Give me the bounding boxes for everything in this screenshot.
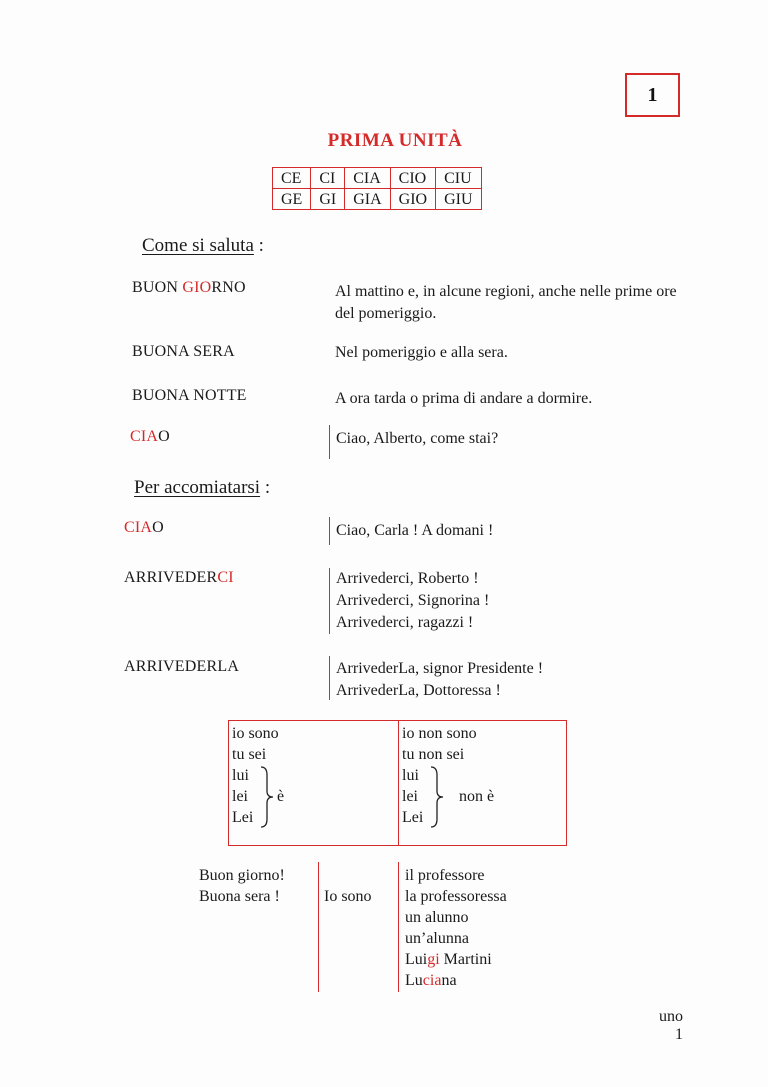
intro-name-luigi — [405, 949, 507, 970]
greeting-label-ciao — [130, 428, 170, 446]
intro-role: la professoressa — [405, 888, 507, 905]
greeting-desc-buongiorno: Al mattino e, in alcune regioni, anche nelle prime ore del pomeriggio. — [335, 283, 677, 322]
verb-box-divider — [398, 721, 399, 845]
syllable-cell: CIO — [390, 168, 435, 189]
divider-line — [329, 568, 330, 634]
intro-verb: Io sono — [324, 888, 372, 905]
intro-roles — [405, 865, 507, 991]
farewell-example: ArrivederLa, signor Presidente ! — [336, 660, 544, 677]
name-highlight: gi — [427, 951, 440, 968]
farewell-label-arrivederla: ARRIVEDERLA — [124, 658, 240, 675]
section-heading-greetings — [142, 235, 264, 257]
intro-greeting: Buona sera ! — [199, 888, 280, 905]
pronoun: Lei — [232, 809, 254, 826]
name-text: na — [441, 972, 457, 989]
syllable-cell: CIU — [436, 168, 481, 189]
syllable-cell: GI — [311, 189, 345, 210]
page-footer — [659, 1008, 683, 1044]
farewell-example: ArrivederLa, Dottoressa ! — [336, 682, 501, 699]
label-text: RNO — [211, 279, 246, 296]
syllable-cell: GIA — [345, 189, 390, 210]
label-text: ARRIVEDER — [124, 569, 218, 586]
syllable-cell: CI — [311, 168, 345, 189]
syllable-table — [272, 167, 482, 210]
page-number: 1 — [647, 83, 658, 106]
greeting-label-buongiorno — [132, 279, 246, 297]
farewell-desc-arrivederla — [336, 658, 543, 702]
name-text: Lu — [405, 972, 423, 989]
brace-icon — [429, 765, 445, 829]
verb-e: è — [277, 788, 285, 805]
section-heading-text: Per accomiatarsi — [134, 477, 261, 498]
section-heading-farewell — [134, 477, 270, 499]
farewell-example: Arrivederci, ragazzi ! — [336, 614, 474, 631]
intro-role: il professore — [405, 867, 485, 884]
farewell-desc-arrivederci — [336, 568, 489, 634]
farewell-example: Arrivederci, Roberto ! — [336, 570, 479, 587]
divider-line — [329, 425, 330, 459]
syllable-cell: CIA — [345, 168, 390, 189]
verb-essere-box — [228, 720, 567, 846]
intro-greeting: Buon giorno! — [199, 867, 285, 884]
intro-name-luciana — [405, 970, 507, 991]
syllable-cell: GIU — [436, 189, 481, 210]
pronoun: lei — [232, 788, 248, 805]
label-highlight: CIA — [124, 519, 153, 536]
intro-role: un’alunna — [405, 930, 469, 947]
section-heading-text: Come si saluta — [142, 235, 254, 256]
syllable-row-c — [273, 168, 482, 189]
greeting-desc-buonasera: Nel pomeriggio e alla sera. — [335, 344, 508, 361]
farewell-example: Arrivederci, Signorina ! — [336, 592, 490, 609]
intro-divider-right — [398, 862, 399, 992]
pronoun: Lei — [402, 809, 424, 826]
label-text: O — [152, 519, 164, 536]
greeting-label-buonanotte: BUONA NOTTE — [132, 387, 247, 404]
syllable-row-g — [273, 189, 482, 210]
farewell-desc-ciao — [336, 520, 493, 542]
name-text: Martini — [439, 951, 492, 968]
divider-line — [329, 656, 330, 700]
brace-icon — [259, 765, 275, 829]
intro-greetings — [199, 865, 285, 907]
conjugation-line: io sono — [232, 725, 279, 742]
pronoun: lui — [402, 767, 419, 784]
section-heading-colon: : — [264, 477, 271, 498]
footer-word: uno — [659, 1008, 683, 1025]
conjugation-line: io non sono — [402, 725, 477, 742]
divider-line — [329, 517, 330, 545]
name-highlight: cia — [422, 972, 442, 989]
page-number-box — [625, 73, 680, 117]
greeting-desc-ciao: Ciao, Alberto, come stai? — [336, 430, 499, 447]
greeting-desc-buonanotte: A ora tarda o prima di andare a dormire. — [335, 390, 593, 407]
pronoun: lei — [402, 788, 418, 805]
label-text: O — [158, 428, 170, 445]
label-text: BUON — [132, 279, 183, 296]
greeting-label-buonasera: BUONA SERA — [132, 343, 235, 360]
pronoun: lui — [232, 767, 249, 784]
label-highlight: CI — [217, 569, 234, 586]
syllable-cell: GE — [273, 189, 311, 210]
page-title: PRIMA UNITÀ — [327, 130, 463, 151]
label-highlight: CIA — [130, 428, 159, 445]
syllable-cell: GIO — [390, 189, 435, 210]
label-highlight: GIO — [182, 279, 212, 296]
farewell-label-arrivederci — [124, 569, 234, 587]
conjugation-line: tu sei — [232, 746, 267, 763]
footer-number: 1 — [675, 1026, 683, 1043]
farewell-example: Ciao, Carla ! A domani ! — [336, 522, 494, 539]
intro-role: un alunno — [405, 909, 469, 926]
verb-non-e: non è — [459, 788, 495, 805]
intro-divider-left — [318, 862, 319, 992]
conjugation-line: tu non sei — [402, 746, 465, 763]
name-text: Lui — [405, 951, 428, 968]
syllable-cell: CE — [273, 168, 311, 189]
section-heading-colon: : — [258, 235, 264, 256]
farewell-label-ciao — [124, 519, 164, 537]
